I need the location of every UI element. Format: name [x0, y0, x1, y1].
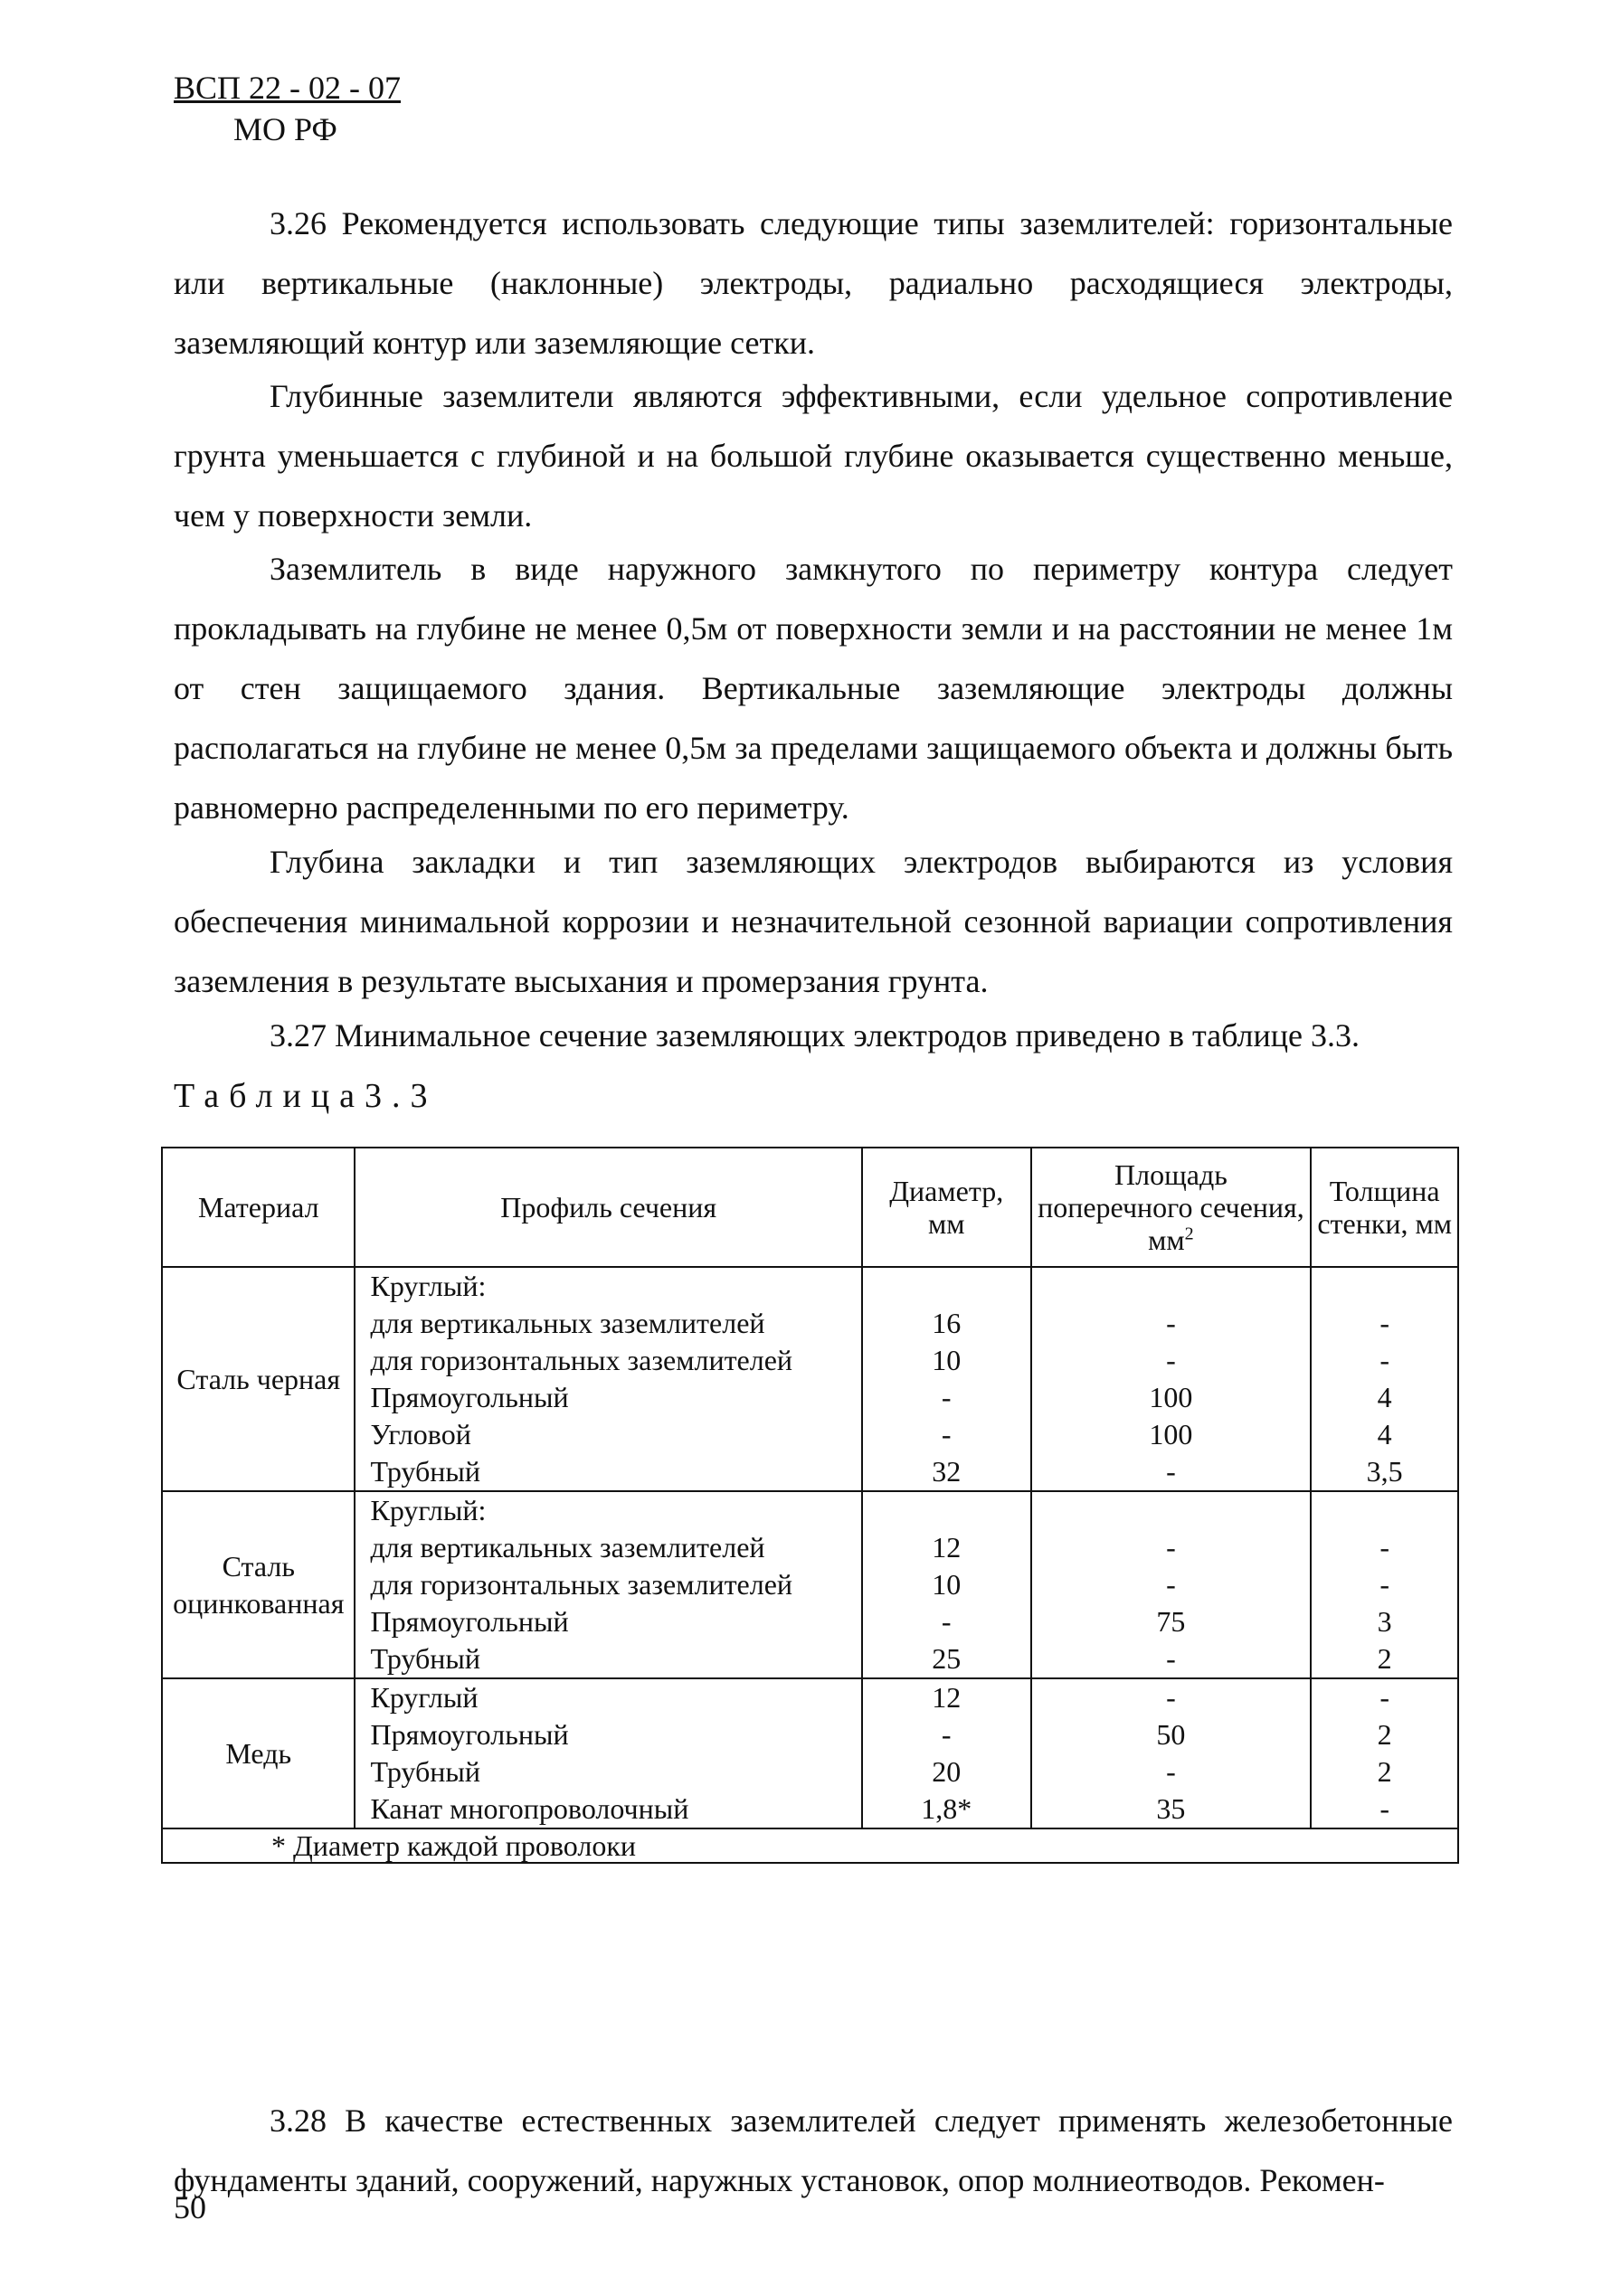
cell-thickness-line: 2 [1377, 1755, 1392, 1788]
cell-diameter-line: 25 [932, 1642, 962, 1675]
cell-profile-line: для горизонтальных заземлителей [370, 1344, 793, 1376]
cell-diameter [862, 1267, 1031, 1491]
cell-profile-line: Трубный [370, 1455, 480, 1488]
cell-thickness-line [1317, 1492, 1452, 1529]
cell-area-line: - [1166, 1531, 1176, 1564]
table-row [162, 1678, 1458, 1828]
cell-material: Сталь черная [162, 1267, 355, 1491]
cell-area-line: 35 [1156, 1792, 1186, 1825]
cell-diameter-line: 1,8* [921, 1792, 972, 1825]
cell-profile [355, 1491, 861, 1678]
paragraph-text: 3.28 В качестве естественных заземлителей следует применять железобетонные фундаменты зданий, сооружений, наружных установок, опор молниеотводов. Рекомен- [174, 2102, 1453, 2198]
cell-area-line: - [1166, 1344, 1176, 1376]
cell-area-line: - [1166, 1681, 1176, 1714]
cell-diameter-line: 20 [932, 1755, 962, 1788]
cell-diameter [862, 1678, 1031, 1828]
table-caption: Таблица3.3 [174, 1077, 438, 1115]
cell-thickness-line: 2 [1377, 1642, 1392, 1675]
paragraph-text: 3.26 Рекомендуется использовать следующие типы заземлителей: горизонтальные или вертикальные (наклонные) электроды, радиально расходящиеся электроды, заземляющий контур или заземляющие сетки. [174, 205, 1453, 361]
cell-profile-line: Угловой [370, 1418, 471, 1450]
cell-diameter-line: 32 [932, 1455, 962, 1488]
cell-area [1031, 1491, 1312, 1678]
cell-diameter-line [868, 1492, 1025, 1529]
paragraph-text: Глубина закладки и тип заземляющих электродов выбираются из условия обеспечения минимальной коррозии и незначительной сезонной вариации сопротивления заземления в результате высыхания и промерзания грунта. [174, 844, 1453, 999]
header-thickness: Толщина стенки, мм [1311, 1148, 1458, 1267]
cell-area-line: 75 [1156, 1605, 1186, 1638]
cell-thickness-line: - [1379, 1307, 1389, 1339]
paragraph-3-26 [174, 194, 1453, 373]
cell-diameter-line: - [941, 1718, 952, 1751]
header-area [1031, 1148, 1312, 1267]
cell-area-line: - [1166, 1642, 1176, 1675]
cell-profile-line: Круглый: [370, 1494, 487, 1526]
cell-profile-line: Прямоугольный [370, 1718, 569, 1751]
cell-material: Медь [162, 1678, 355, 1828]
header-area-superscript: 2 [1184, 1224, 1194, 1244]
cell-profile-line: для вертикальных заземлителей [370, 1531, 765, 1564]
cell-diameter-line: 10 [932, 1344, 962, 1376]
cell-area-line: 50 [1156, 1718, 1186, 1751]
cell-thickness-line: - [1379, 1792, 1389, 1825]
page-number: 50 [174, 2189, 206, 2225]
cell-area-line: - [1166, 1455, 1176, 1488]
cell-profile-line: Трубный [370, 1642, 480, 1675]
paragraph-depth-and-type [174, 832, 1453, 1011]
cell-diameter-line: 10 [932, 1568, 962, 1601]
table-body [162, 1267, 1458, 1828]
table-footnote-row [162, 1828, 1458, 1863]
paragraph-outer-contour [174, 539, 1453, 837]
cell-area-line [1038, 1268, 1305, 1305]
cell-area [1031, 1678, 1312, 1828]
cell-profile-line: для вертикальных заземлителей [370, 1307, 765, 1339]
cell-thickness-line: 3,5 [1366, 1455, 1403, 1488]
cell-area-line: 100 [1149, 1418, 1193, 1450]
cell-thickness-line: - [1379, 1681, 1389, 1714]
cell-thickness-line: 4 [1377, 1418, 1392, 1450]
cell-area-line [1038, 1492, 1305, 1529]
cell-thickness-line: 2 [1377, 1718, 1392, 1751]
document-code: ВСП 22 - 02 - 07 [174, 70, 401, 106]
cell-diameter-line [868, 1268, 1025, 1305]
cell-area-line: 100 [1149, 1381, 1193, 1413]
electrode-section-table [161, 1147, 1459, 1864]
cell-diameter-line: - [941, 1605, 952, 1638]
cell-thickness-line: - [1379, 1344, 1389, 1376]
header-diameter: Диаметр, мм [862, 1148, 1031, 1267]
cell-diameter-line: 12 [932, 1681, 962, 1714]
cell-profile-line: Прямоугольный [370, 1605, 569, 1638]
paragraph-deep-earth-electrodes [174, 366, 1453, 545]
cell-diameter-line: 16 [932, 1307, 962, 1339]
paragraph-text: Заземлитель в виде наружного замкнутого по периметру контура следует прокладывать на глубине не менее 0,5м от поверхности земли и на расстоянии не менее 1м от стен защищаемого здания. Вертикальные заземляющие электроды должны располагаться на глубине не менее 0,5м за пределами защищаемого объекта и должны быть равномерно распределенными по его периметру. [174, 551, 1453, 826]
header-area-text: Площадь поперечного сечения, мм [1038, 1158, 1304, 1256]
cell-diameter [862, 1491, 1031, 1678]
paragraph-text: 3.27 Минимальное сечение заземляющих электродов приведено в таблице 3.3. [270, 1017, 1360, 1054]
document-header [174, 67, 401, 150]
cell-diameter-line: - [941, 1381, 952, 1413]
cell-profile-line: Канат многопроволочный [370, 1792, 689, 1825]
cell-area-line: - [1166, 1568, 1176, 1601]
cell-thickness [1311, 1267, 1458, 1491]
cell-thickness-line: 4 [1377, 1381, 1392, 1413]
table-row [162, 1491, 1458, 1678]
cell-thickness-line: - [1379, 1568, 1389, 1601]
cell-profile-line: для горизонтальных заземлителей [370, 1568, 793, 1601]
cell-profile [355, 1678, 861, 1828]
table-header-row [162, 1148, 1458, 1267]
paragraph-3-28 [174, 2091, 1453, 2210]
cell-diameter-line: 12 [932, 1531, 962, 1564]
cell-thickness [1311, 1678, 1458, 1828]
paragraph-text: Глубинные заземлители являются эффективными, если удельное сопротивление грунта уменьшается с глубиной и на большой глубине оказывается существенно меньше, чем у поверхности земли. [174, 378, 1453, 534]
cell-profile-line: Прямоугольный [370, 1381, 569, 1413]
document-organization: МО РФ [233, 111, 337, 147]
table-row [162, 1267, 1458, 1491]
cell-area-line: - [1166, 1307, 1176, 1339]
paragraph-3-27 [174, 1006, 1453, 1065]
table-footnote: * Диаметр каждой проволоки [162, 1828, 1458, 1863]
cell-thickness-line [1317, 1268, 1452, 1305]
cell-area-line: - [1166, 1755, 1176, 1788]
cell-thickness-line: - [1379, 1531, 1389, 1564]
cell-profile-line: Круглый: [370, 1270, 487, 1302]
cell-thickness [1311, 1491, 1458, 1678]
cell-diameter-line: - [941, 1418, 952, 1450]
cell-thickness-line: 3 [1377, 1605, 1392, 1638]
cell-profile [355, 1267, 861, 1491]
cell-material: Сталь оцинкованная [162, 1491, 355, 1678]
cell-profile-line: Трубный [370, 1755, 480, 1788]
header-material: Материал [162, 1148, 355, 1267]
cell-area [1031, 1267, 1312, 1491]
cell-profile-line: Круглый [370, 1681, 479, 1714]
header-profile: Профиль сечения [355, 1148, 861, 1267]
